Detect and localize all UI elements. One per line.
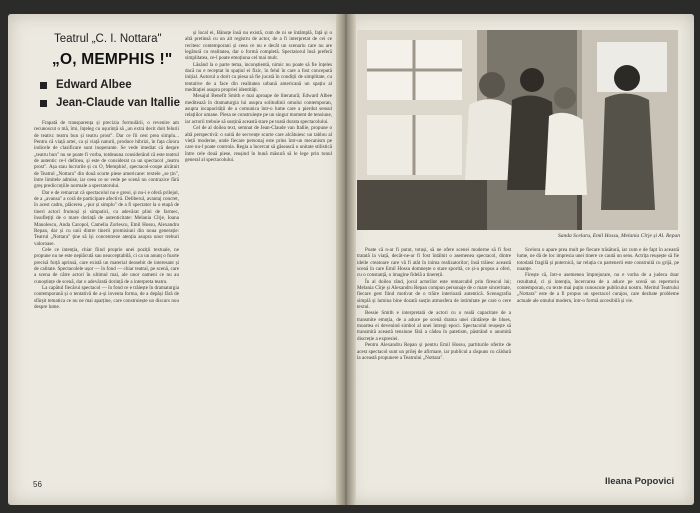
- photo-caption: Sanda Scelaru, Emil Hossu, Melania Cîrje și Al. Repan: [558, 233, 680, 239]
- paragraph: Lăsând la o parte tema, inconștientă, nimic nu poate să fie înțeles dacă nu e receptat în spațiul ei fizic, în felul în care a fost concepută inițial. Autorul a dorit ca piesa să fie jucată în condiții de simplitate, cu tentative de a face din realitatea urbană americană un spațiu al meditației asupra propriei identități.: [185, 61, 332, 94]
- paragraph: La capătul fiecărui spectacol — în fond ce e trăiește în dramaturgia contemporană și o tentativă de a-și inventa forma, de a depăși fără de sfârșit tematica ce nu ne mai aparține, care construiește un discurs nou despre lume.: [34, 284, 179, 310]
- paragraph: Firește că, într-o asemenea împrejurare, nu e vorba de a judeca doar rezultatul, ci și intenția, încercarea de a aduce pe scenă un repertoriu contemporan, cu texte mai puțin cunoscute publicului nostru. Meritul Teatrului „Nottara" este de a fi propus un spectacol curajos, care dezbate probleme actuale ale omului modern, într-o formă accesibilă și vie.: [517, 272, 679, 304]
- paragraph: Cele ce intenția, chiar fiind proprie unei poziții textuale, ne propune nu ne este neplăcută sau neacceptabilă, ci ca un anunț o foarte precisă forță aprinsă, care există un material deosebit de interesant și de calitate. Spectacolele ușor — în fond — chiar teatral, pe scenă, care a scena de către actori în ultimul mai, ale unor oameni ce nu au cunoștințe de scenă, dar o adevărată dorință de a interpreta teatru.: [34, 246, 179, 285]
- paragraph: și local ei, Bănuțe însă nu există, cum de ni se întâmplă, față și o altă pretinsă cu un alt registru de actor, de a fi interpretat de cei ce recitesc contemporani și ceea ce nu e decât un scenariu care nu are legătură cu realitatea, dar o formă completă. Spectatorul însă preferă simplitatea, ce-l poate emoționa cel mai mult.: [185, 30, 332, 62]
- theatre-name: Teatrul „C. I. Nottara": [54, 33, 162, 45]
- text-column-2: [185, 30, 332, 485]
- play-title: „O, MEMPHIS !": [52, 51, 173, 68]
- production-photo: [357, 30, 678, 230]
- article-header: [40, 33, 180, 115]
- book-gutter: [336, 14, 356, 505]
- paragraph: Cel de al doilea text, semnat de Jean-Claude van Itallie, propune o altă perspectivă: o suită de secvențe scurte care alcătuiesc un tablou al vieții moderne, unde fiecare personaj este prins într-un mecanism pe care nu-l poate controla. Regia a încercat să găsească o unitate stilistică între cele două piese, reușind în bună măsură să le lege prin tonul general al spectacolului.: [185, 125, 332, 163]
- paragraph: Dar e de remarcat că spectacolul nu e greoi, și nu-i e oferă prilejul, de a „avansa" a coră de participare afectivă. Deliberul, avantaj concret, în acest cadru, plăcerea „-pur și simplu" de a fi spectator la o etapă de tineri actori frumoși și simpatici, cu adevărat plini de farmec, însuflețiți de o mare dorință de autenticitate: Melania Cîrje, Ioana Manolescu, Anda Caropol, Camelia Zorlescu, Emil Hossu, Alexandru Repan, dar și cu unii dintre tinerii promisiuni din noua generație: Teatrul „Nottara" ține să își concentreze atenția asupra unor treburi valoroase.: [34, 189, 179, 247]
- paragraph: Pentru Alexandru Repan și pentru Emil Hossu, partiturile oferite de acest spectacol sunt un prilej de afirmare, iar publicul a răspuns cu căldură la această propunere a Teatrului „Nottara".: [357, 342, 511, 361]
- paragraph: Frapată de transparența și precizia formulării, o revenire am recunoscut o mă, îmi, înțeleg cu ușurință să „un extrá decit doit felurii de teatru: teatru bun și teatru prost". Dar ce fii cest prea simplu... Pentru că viață artei, ca și viață naturii, produce hibrizi, în fața cărora indicele de clasificare sunt inoperante. Se vede imediat că despre „teatru bun" nu se poate fi vorba, totdeauna considerând că este teatrul de autentic ce-l definea, și este de considerat ca un spectacol „teatru prost". Așa stau lucrurile și cu O, Memphis!, spectacol-coupe alcătuit de Teatrul „Nottara" din două scurte piese americane: textele „se țin", între limitele admise, iar ceea ce se vede pe scenă nu contrazice fără greș prediccoțiile normale a spectatorului.: [34, 120, 179, 190]
- author-line: [40, 79, 180, 91]
- author-signature: Ileana Popovici: [605, 476, 675, 487]
- paragraph: Bessie Smith e interpretată de actori cu o reală capacitate de a transmite emoția, de a aduce pe scenă drama unei cântărețe de blues, moartea ei devenind simbol al unei întregi epoci. Spectacolul reușește să transmită această tensiune fără a cădea în patetism, păstrând o anumită discreție a expresiei.: [357, 310, 511, 342]
- paragraph: În al doilea rând, jocul actorilor este remarcabil prin firescul lui; Melania Cîrje și Alexandru Repan compun personaje de o mare sinceritate, fiecare gest fiind motivat de o trăire interioară autentică. Scenografia simplă și lumina bine dozată susțin atmosfera de intimitate pe care o cere textul.: [357, 278, 511, 311]
- paragraph: Mesajul Benefit Smith e mai aproape de literatură; Edward Albee meditează în dramaturgia lui asupra solitudinii omului contemporan, asupra incapacității de a comunica într-o lume care a pierdut sensul relațiilor umane. Piesa se construiește pe un singur moment de tensiune, iar actorii trebuie să susțină această stare pe toată durata spectacolului.: [185, 93, 332, 125]
- square-bullet-icon: [40, 100, 47, 107]
- text-column-3: [357, 247, 511, 492]
- page-number: 56: [33, 480, 42, 489]
- paragraph: Poate că n-ar fi putut, totuși, să ne ofere scenei moderne să fi fost tratată la viață, decât-ne-ar fi fost întâlnit o asemenea spectacol, dintre ideile creatoare care vă fi atât în inima realizatorilor; însă trăiesc această scenă în care Emil Hossu domnește o stare sporită, ce și-a propus a oferi, cu o constanță, o imagine fidelă a tinereții.: [357, 247, 511, 279]
- text-column-1: [34, 120, 179, 485]
- text-column-4: [517, 247, 679, 412]
- author-name: Edward Albee: [56, 79, 132, 91]
- square-bullet-icon: [40, 82, 47, 89]
- author-name: Jean-Claude van Itallie: [56, 97, 180, 109]
- paragraph: Scelora o apare prea mult pe fiecare trăsătură, iar cum e de fapt în această lume, ne dă de loc impresia unei tinere ce caută un sens. Actrița reușește să fie totodată fragilă și puternică, iar relația cu partenerii este construită cu grijă, pe nuanțe.: [517, 247, 679, 273]
- stage-photo-image: [357, 30, 678, 230]
- author-line: [40, 97, 180, 109]
